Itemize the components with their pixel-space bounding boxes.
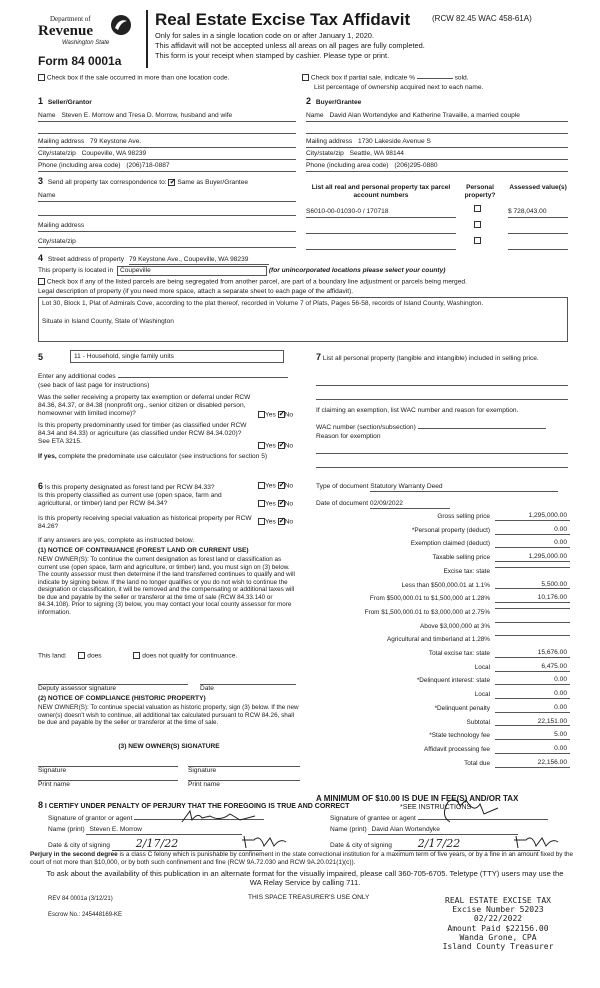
personal-col-header: Personal property? <box>464 184 496 199</box>
calc-value[interactable] <box>495 635 570 636</box>
grantor-initial-icon <box>240 832 290 850</box>
calc-label: Exemption claimed (deduct) <box>410 540 490 548</box>
q5-2-answer: Yes ✓ No <box>258 442 293 450</box>
calc-value[interactable]: 0.00 <box>495 676 570 685</box>
form-citation: (RCW 82.45 WAC 458-61A) <box>432 14 532 23</box>
s7-line1[interactable] <box>316 378 568 386</box>
section7-heading: 7 List all personal property (tangible and intangible) included in selling price. <box>316 352 539 362</box>
calc-row <box>300 526 570 537</box>
calc-label: From $500,000.01 to $1,500,000 at 1.28% <box>369 595 490 603</box>
calc-label: Local <box>474 691 490 699</box>
calc-row <box>300 663 570 674</box>
calc-value[interactable] <box>495 567 570 568</box>
parcel-row-2 <box>306 224 456 234</box>
calc-row <box>300 567 570 578</box>
land-does-checkbox[interactable] <box>78 652 85 659</box>
this-land-row: This land: does does not qualify for continuance. <box>38 652 238 660</box>
additional-codes-row: Enter any additional codes <box>38 373 288 381</box>
grantee-date-value[interactable]: 2/17/22 <box>394 837 540 851</box>
personal-checkbox-1[interactable] <box>474 205 481 212</box>
reason-line2[interactable] <box>316 460 568 468</box>
stamp-line2: Excise Number 52023 <box>452 905 544 915</box>
calc-value[interactable]: 5.00 <box>495 731 570 740</box>
calc-label: Taxable selling price <box>432 554 490 562</box>
located-select[interactable]: Coupeville <box>117 266 267 276</box>
revenue-swirl-icon <box>110 14 132 36</box>
notice3-title: (3) NEW OWNER(S) SIGNATURE <box>118 743 220 750</box>
stamp-line4: Amount Paid $22156.00 <box>447 923 549 933</box>
grantee-name-row: Name (print) David Alan Wortendyke <box>330 826 570 835</box>
calc-value[interactable]: 1,295,000.00 <box>495 553 570 562</box>
section3-heading: 3 Send all property tax correspondence to: ✓ Same as Buyer/Grantee <box>38 176 248 187</box>
calc-value[interactable] <box>495 608 570 609</box>
calc-value[interactable]: 1,295,000.00 <box>495 512 570 521</box>
parcel-number[interactable]: S6010-00-01030-0 / 170718 <box>306 208 456 218</box>
personal-checkbox-3[interactable] <box>474 237 481 244</box>
parcel-row-3 <box>306 240 456 250</box>
q6-1-answer: Yes ✓ No <box>258 482 293 490</box>
owner-print-1[interactable]: Print name <box>38 780 178 789</box>
notice1-text: NEW OWNER(S): To continue the current designation as forest land or classification as current use (open space, farm and agriculture, or timber) land, you must sign on (3) below. The county assessor must then determine if the land transferred continues to qualify and will indicate by signing below. If the land no longer qualifies or you do not wish to continue the designation or classification, it will be removed and the compensating or additional taxes will be due and payable by the seller or transferor at the time of sale (RCW 84.33.140 or 84.34.108). Prior to signing (3) below, you may contact your local county assessor for more information. <box>38 556 295 616</box>
legal-label: Legal description of property (if you need more space, attach a separate sheet to each page of the affidavit). <box>38 288 354 295</box>
calc-row <box>300 608 570 619</box>
calc-label: Affidavit processing fee <box>424 745 490 753</box>
buyer-city-row: City/state/zip Seattle, WA 98144 <box>306 150 568 160</box>
grantor-name-row: Name (print) Steven E. Morrow <box>48 826 298 835</box>
q6-2-no[interactable] <box>278 500 285 507</box>
calc-row <box>300 581 570 592</box>
section8-heading: 8 I CERTIFY UNDER PENALTY OF PERJURY THAT THE FOREGOING IS TRUE AND CORRECT <box>38 800 350 810</box>
see-instructions: *SEE INSTRUCTIONS <box>400 804 472 811</box>
stamp-line5: Wanda Grone, CPA <box>459 932 537 942</box>
calc-row <box>300 690 570 701</box>
reason-label: Reason for exemption <box>316 433 381 440</box>
calc-label: *Delinquent penalty <box>434 704 490 712</box>
calc-row <box>300 539 570 550</box>
q6-2-answer: Yes ✓ No <box>258 500 293 508</box>
treasurer-only: THIS SPACE TREASURER'S USE ONLY <box>248 894 370 901</box>
seller-city-row: City/state/zip Coupeville, WA 98239 <box>38 150 296 160</box>
calc-label: Gross selling price <box>437 513 490 520</box>
reason-line1[interactable] <box>316 446 568 454</box>
calc-row <box>300 704 570 715</box>
buyer-phone-row: Phone (including area code) (206)295-0880 <box>306 162 568 172</box>
section2-heading: 2 Buyer/Grantee <box>306 96 362 106</box>
calc-value[interactable]: 15,676.00 <box>495 649 570 658</box>
form-number: Form 84 0001a <box>38 54 122 68</box>
calc-value[interactable]: 10,176.00 <box>495 594 570 603</box>
deputy-date-line[interactable]: Date <box>200 684 296 693</box>
seller-name-row: Name Steven E. Morrow and Tresa D. Morrow, husband and wife <box>38 112 296 122</box>
grantor-date-value[interactable]: 2/17/22 <box>112 837 262 851</box>
section1-heading: 1 Seller/Grantor <box>38 96 92 106</box>
q5-2-text: Is this property predominantly used for timber (as classified under RCW 84.34 and 84.33) or agriculture (as classified under RCW 84.34.020)? See ETA 3215. <box>38 422 247 445</box>
header-sub3: This form is your receipt when stamped by cashier. Please type or print. <box>155 51 390 60</box>
calc-value[interactable]: 0.00 <box>495 745 570 754</box>
grantee-signature-icon <box>420 796 500 826</box>
notice2-title: (2) NOTICE OF COMPLIANCE (HISTORIC PROPERTY) <box>38 695 206 702</box>
s7-line2[interactable] <box>316 392 568 400</box>
doc-type-value[interactable]: Statutory Warranty Deed <box>370 483 558 492</box>
q6-1-row: 6 Is this property designated as forest land per RCW 84.33? <box>38 481 215 491</box>
legal-description-box[interactable] <box>38 297 568 342</box>
buyer-mail-row: Mailing address 1730 Lakeside Avenue S <box>306 138 568 148</box>
q5-2-no[interactable] <box>278 442 285 449</box>
assessed-col-header: Assessed value(s) <box>509 184 567 191</box>
buyer-name-row: Name David Alan Wortendyke and Katherine Travaille, a married couple <box>306 112 568 122</box>
grantor-date-row: Date & city of signing 2/17/22 <box>48 837 298 851</box>
partial-sale-check <box>302 74 469 82</box>
section5-num: 5 <box>38 352 44 362</box>
calc-row <box>300 759 570 770</box>
calc-row <box>300 649 570 660</box>
calc-label: Less than $500,000.01 at 1.1% <box>401 581 490 589</box>
legal-line2: Situate in Island County, State of Washington <box>42 317 174 325</box>
calc-value[interactable]: 22,151.00 <box>495 718 570 727</box>
treasurer-stamp <box>428 896 568 951</box>
perjury-text: Perjury in the second degree is a class C felony which is punishable by confinement in the state correctional institution for a maximum term of five years, or by a fine in an amount fixed by the court of not more than $10,000, or by both such confinement and fine (RCW 9A.72.030 and RCW 9A.20.021(1)(c)). <box>30 851 574 866</box>
partial-sale-label: Check box if partial sale, indicate % <box>310 74 415 82</box>
multi-location-checkbox[interactable] <box>38 74 45 81</box>
calc-value[interactable]: 0.00 <box>495 690 570 699</box>
calc-label: Agricultural and timberland at 1.28% <box>386 636 490 644</box>
calc-value[interactable] <box>495 622 570 623</box>
calc-label: *State technology fee <box>429 732 490 740</box>
stamp-line1: REAL ESTATE EXCISE TAX <box>445 896 551 905</box>
q5-1-no[interactable] <box>278 411 285 418</box>
q5-1-text: Was the seller receiving a property tax exemption or deferral under RCW 84.36, 84.37, or 84.38 (nonprofit org., senior citizen or disabled person, homeowner with limited income)? <box>38 394 251 417</box>
q6-3-answer: Yes ✓ No <box>258 518 293 526</box>
if-yes-text: If any answers are yes, complete as instructed below. <box>38 537 195 544</box>
assessed-value[interactable]: $ 728,043.00 <box>508 208 568 218</box>
same-as-buyer-checkbox[interactable] <box>168 179 175 186</box>
q6-3-yes[interactable] <box>258 518 265 525</box>
land-does-not-checkbox[interactable] <box>133 652 140 659</box>
form-title: Real Estate Excise Tax Affidavit <box>155 10 411 29</box>
doc-type-row: Type of document Statutory Warranty Deed <box>316 483 568 492</box>
corr-mail-row: Mailing address <box>38 222 296 232</box>
seller-city-value[interactable]: Coupeville, WA 98239 <box>81 150 147 157</box>
calc-row <box>300 718 570 729</box>
owner-sig-1[interactable]: Signature <box>38 766 178 775</box>
q6-2-yes[interactable] <box>258 500 265 507</box>
doc-date-value[interactable]: 02/09/2022 <box>370 500 450 509</box>
calc-value[interactable]: 0.00 <box>495 539 570 548</box>
agency-line2: Revenue <box>38 23 93 39</box>
q6-3-text: Is this property receiving special valuation as historical property per RCW 84.26? <box>38 515 252 530</box>
list-pct-label: List percentage of ownership acquired next to each name. <box>314 84 484 91</box>
seller-name-value[interactable]: Steven E. Morrow and Tresa D. Morrow, husband and wife <box>61 112 233 119</box>
calc-row <box>300 676 570 687</box>
wac-field[interactable] <box>418 428 546 429</box>
assessed-row-3 <box>508 240 568 250</box>
buyer-name-row2 <box>306 124 568 134</box>
calc-row <box>300 512 570 523</box>
assessed-row-2 <box>508 224 568 234</box>
availability-text: To ask about the availability of this publication in an alternate format for the visually impaired, please call 360-705-6705. Teletype (TTY) users may use the WA Relay Service by calling 711. <box>46 869 564 888</box>
notice1-title: (1) NOTICE OF CONTINUANCE (FOREST LAND OR CURRENT USE) <box>38 547 249 554</box>
calc-row <box>300 553 570 564</box>
seller-mail-row: Mailing address 79 Keystone Ave. <box>38 138 296 148</box>
minimum-notice: A MINIMUM OF $10.00 IS DUE IN FEE(S) AND/OR TAX <box>316 794 519 803</box>
calc-row <box>300 635 570 646</box>
calc-label: Total excise tax: state <box>428 650 490 657</box>
calc-label: Excise tax: state <box>443 567 490 575</box>
grantor-sig-row: Signature of grantor or agent <box>48 815 298 823</box>
q6-2-text: Is this property classified as current use (open space, farm and agricultural, or timber) land per RCW 84.34? <box>38 492 222 507</box>
q6-3-no[interactable] <box>278 518 285 525</box>
agency-line1: Department of <box>50 15 91 23</box>
q6-1-yes[interactable] <box>258 482 265 489</box>
segregated-row: Check box if any of the listed parcels are being segregated from another parcel, are part of a boundary line adjustment or parcels being merged. <box>38 278 588 286</box>
header-sub2: This affidavit will not be accepted unless all areas on all pages are fully completed. <box>155 41 425 50</box>
q5-2-yes[interactable] <box>258 442 265 449</box>
calc-label: From $1,500,000.01 to $3,000,000 at 2.75% <box>364 608 490 616</box>
partial-pct-field[interactable] <box>417 78 453 79</box>
grantor-name-value[interactable]: Steven E. Morrow <box>86 826 242 835</box>
grantee-name-value[interactable]: David Alan Wortendyke <box>368 826 518 835</box>
header-sub1: Only for sales in a single location code on or after January 1, 2020. <box>155 31 374 40</box>
agency-line3: Washington State <box>62 40 110 46</box>
buyer-city-value[interactable]: Seattle, WA 98144 <box>349 150 404 157</box>
use-code-select[interactable]: 11 - Household, single family units <box>70 350 284 363</box>
multi-location-check <box>38 74 229 82</box>
q6-1-no[interactable] <box>278 482 285 489</box>
grantor-signature-icon <box>180 808 260 826</box>
calc-value[interactable]: 22,156.00 <box>495 759 570 768</box>
street-address-value[interactable]: 79 Keystone Ave., Coupeville, WA 98239 <box>129 256 269 265</box>
header-divider <box>146 10 148 68</box>
corr-name-row2 <box>38 206 296 216</box>
calc-label: *Delinquent interest: state <box>416 677 490 685</box>
calc-label: *Personal property (deduct) <box>411 526 490 534</box>
additional-codes-field[interactable] <box>118 377 288 378</box>
q5-1-answer: Yes ✓ No <box>258 411 293 419</box>
escrow-number: Escrow No.: 245448169-KE <box>48 912 123 918</box>
buyer-name-value[interactable]: David Alan Wortendyke and Katherine Travaille, a married couple <box>329 112 520 119</box>
grantee-date-row: Date & city of signing 2/17/22 <box>330 837 570 851</box>
codes-note: (see back of last page for instructions) <box>38 382 150 389</box>
buyer-phone-value[interactable]: (206)295-0880 <box>394 162 438 169</box>
calc-label: Local <box>474 663 490 671</box>
owner-sig-2[interactable]: Signature <box>188 766 300 775</box>
rev-number: REV 84 0001a (3/12/21) <box>48 896 113 902</box>
corr-name-row: Name <box>38 192 296 202</box>
personal-checkbox-2[interactable] <box>474 221 481 228</box>
located-row: This property is located in Coupeville (for unincorporated locations please select your county) <box>38 267 446 274</box>
legal-line1: Lot 30, Block 1, Plat of Admirals Cove, according to the plat thereof, recorded in Volume 7 of Plats, Pages 56-58, records of Island County, Washington. <box>42 300 484 307</box>
deputy-sig-line[interactable]: Deputy assessor signature <box>38 684 188 693</box>
agency-logo <box>38 10 138 52</box>
wac-row: WAC number (section/subsection) <box>316 424 546 432</box>
doc-date-row: Date of document 02/09/2022 <box>316 500 568 509</box>
calc-value[interactable]: 5,500.00 <box>495 581 570 590</box>
calc-row <box>300 622 570 633</box>
owner-print-2[interactable]: Print name <box>188 780 300 789</box>
q5-2-note: If yes, complete the predominate use calculator (see instructions for section 5) <box>38 453 268 460</box>
notice2-text: NEW OWNER(S): To continue special valuation as historic property, sign (3) below. If the new owner(s) doesn't wish to continue, all additional tax calculated pursuant to RCW 84.26, shall be due and payable by the seller or transferor at the time of sale. <box>38 704 299 727</box>
seller-name-row2 <box>38 124 296 134</box>
partial-sale-checkbox[interactable] <box>302 74 309 81</box>
sold-label: sold. <box>454 74 469 82</box>
corr-city-row: City/state/zip <box>38 238 296 248</box>
seller-phone-row: Phone (including area code) (206)718-0887 <box>38 162 296 172</box>
calc-row <box>300 594 570 605</box>
seller-mail-value[interactable]: 79 Keystone Ave. <box>90 138 142 145</box>
calc-label: Subtotal <box>466 718 490 726</box>
grantee-initial-icon <box>512 832 562 850</box>
stamp-line3: 02/22/2022 <box>473 914 523 924</box>
exemption-label: If claiming an exemption, list WAC number and reason for exemption. <box>316 407 519 414</box>
calc-value[interactable]: 0.00 <box>495 526 570 535</box>
stamp-line6: Island County Treasurer <box>442 941 554 951</box>
street-address-row: 4 Street address of property 79 Keystone Ave., Coupeville, WA 98239 <box>38 253 568 265</box>
calc-value[interactable]: 0.00 <box>495 704 570 713</box>
calc-label: Total due <box>464 759 490 767</box>
segregated-checkbox[interactable] <box>38 278 45 285</box>
calc-row <box>300 731 570 742</box>
parcel-col-header: List all real and personal property tax parcel account numbers <box>311 184 451 199</box>
buyer-mail-value[interactable]: 1730 Lakeside Avenue S <box>358 138 431 145</box>
q5-1-yes[interactable] <box>258 411 265 418</box>
calc-label: Above $3,000,000 at 3% <box>420 622 490 630</box>
multi-location-label: Check box if the sale occurred in more than one location code. <box>46 74 230 82</box>
seller-phone-value[interactable]: (206)718-0887 <box>126 162 170 169</box>
calc-value[interactable]: 6,475.00 <box>495 663 570 672</box>
grantee-sig-row: Signature of grantee or agent <box>330 815 570 823</box>
calc-row <box>300 745 570 756</box>
